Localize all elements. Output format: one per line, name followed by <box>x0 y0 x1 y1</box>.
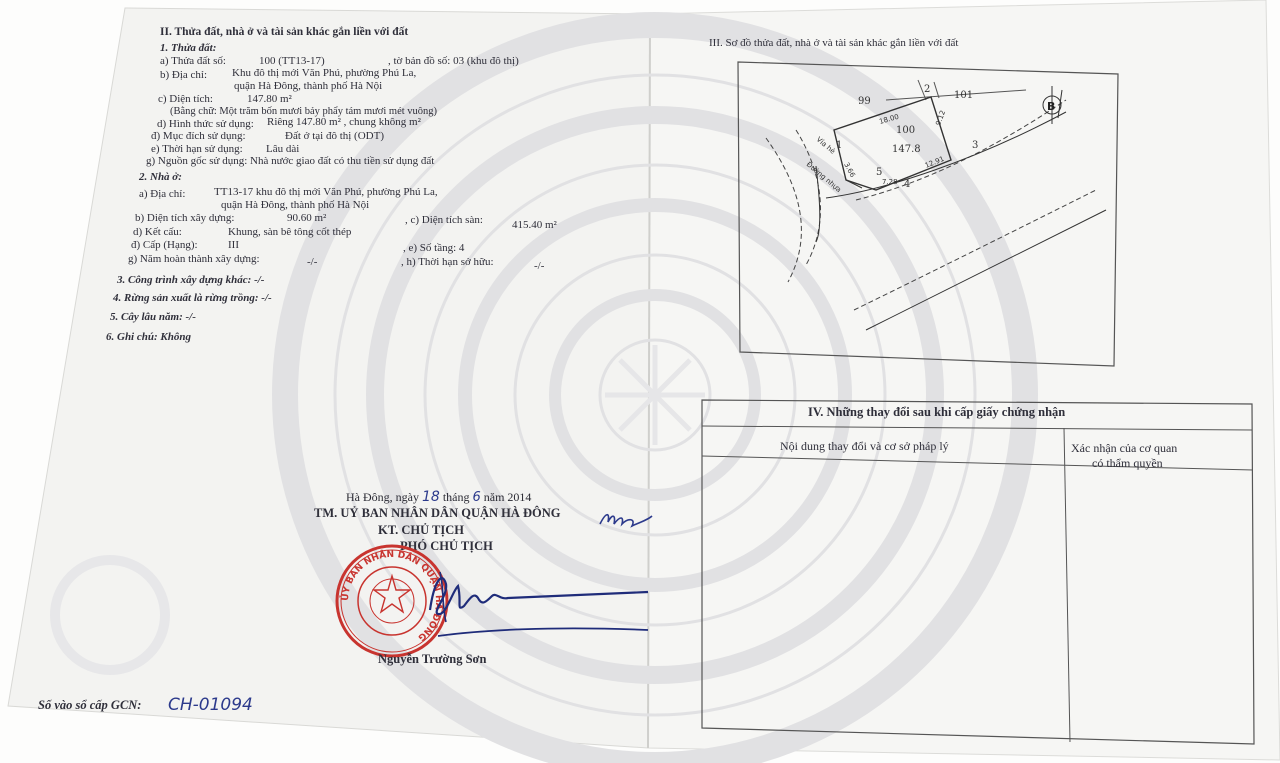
land-c-label: c) Diện tích: <box>158 93 213 105</box>
dim-bottom: 12.91 <box>923 154 946 170</box>
dim-right: 9.12 <box>934 109 948 127</box>
lot-101-label: 101 <box>954 90 974 101</box>
house-a-label: a) Địa chỉ: <box>139 188 186 200</box>
house-dd-label: đ) Cấp (Hạng): <box>131 239 198 251</box>
point-3-label: 3 <box>972 140 979 151</box>
vice-chairman-title: PHÓ CHỦ TỊCH <box>400 539 493 553</box>
gcn-register-label: Số vào sổ cấp GCN: <box>38 698 142 712</box>
column-confirmation-line1: Xác nhận của cơ quan <box>1071 441 1178 455</box>
road-label: Đường nhựa <box>804 160 843 195</box>
house-b-label: b) Diện tích xây dựng: <box>135 212 235 224</box>
dim-left: 3.66 <box>842 161 857 179</box>
land-dd-value: Đất ở tại đô thị (ODT) <box>285 130 384 142</box>
dim-front: 7.28 <box>882 178 898 186</box>
land-a-value: 100 (TT13-17) <box>259 55 325 67</box>
item-6-notes: 6. Ghi chú: Không <box>106 331 191 343</box>
signer-name: Nguyễn Trường Sơn <box>378 652 487 666</box>
house-c-value: 415.40 m² <box>512 219 557 231</box>
land-e-label: e) Thời hạn sử dụng: <box>151 143 243 155</box>
house-dd-value: III <box>228 239 239 251</box>
land-heading: 1. Thửa đất: <box>160 42 217 54</box>
date-prefix: Hà Đông, ngày <box>346 490 419 504</box>
sidewalk-label: Vỉa hè <box>814 135 837 156</box>
issue-date <box>346 489 531 505</box>
house-d-label: d) Kết cấu: <box>133 226 182 238</box>
point-5-label: 5 <box>876 167 883 178</box>
section-3-title: III. Sơ đồ thửa đất, nhà ở và tài sản khác gắn liền với đất <box>709 37 959 49</box>
house-a-line2: quận Hà Đông, thành phố Hà Nội <box>221 199 370 211</box>
house-a-line1: TT13-17 khu đô thị mới Văn Phú, phường Phú La, <box>214 186 438 198</box>
land-d-label: d) Hình thức sử dụng: <box>157 118 254 130</box>
plot-diagram <box>736 60 1120 370</box>
gcn-register-number: CH-01094 <box>168 695 253 715</box>
land-d-value: Riêng 147.80 m² , chung không m² <box>267 116 421 128</box>
house-h-value: -/- <box>534 260 545 272</box>
date-day: 18 <box>421 489 440 505</box>
house-h-label: , h) Thời hạn sở hữu: <box>401 256 494 268</box>
house-g-label: g) Năm hoàn thành xây dựng: <box>128 253 260 265</box>
house-c-label: , c) Diện tích sàn: <box>405 214 483 226</box>
area-label: 147.8 <box>892 144 921 155</box>
kt-chairman: KT. CHỦ TỊCH <box>378 523 465 537</box>
date-month-label: tháng <box>442 490 470 504</box>
house-e-label: , e) Số tầng: 4 <box>403 242 465 254</box>
column-change-content: Nội dung thay đổi và cơ sở pháp lý <box>780 439 949 453</box>
signature <box>412 562 652 644</box>
item-5-perennial-trees: 5. Cây lâu năm: -/- <box>110 311 196 323</box>
house-heading: 2. Nhà ở: <box>139 171 182 183</box>
land-c-words: (Bằng chữ: Một trăm bốn mươi bảy phẩy tám mươi mét vuông) <box>170 106 438 117</box>
north-label: B <box>1047 100 1056 113</box>
land-b-line2: quận Hà Đông, thành phố Hà Nội <box>234 80 383 92</box>
house-d-value: Khung, sàn bê tông cốt thép <box>228 226 352 238</box>
land-a-map: , tờ bản đồ số: 03 (khu đô thị) <box>388 55 519 67</box>
land-b-line1: Khu đô thị mới Văn Phú, phường Phú La, <box>232 67 417 79</box>
land-b-label: b) Địa chỉ: <box>160 69 208 81</box>
section-4-title: IV. Những thay đổi sau khi cấp giấy chứng nhận <box>808 405 1066 419</box>
item-3-other-construction: 3. Công trình xây dựng khác: -/- <box>117 274 265 286</box>
lot-100-label: 100 <box>896 125 916 136</box>
house-b-value: 90.60 m² <box>287 212 327 224</box>
initials-scribble <box>596 506 656 532</box>
land-a-label: a) Thửa đất số: <box>160 55 226 67</box>
issuing-authority: TM. UỶ BAN NHÂN DÂN QUẬN HÀ ĐÔNG <box>314 506 561 520</box>
land-e-value: Lâu dài <box>266 143 300 155</box>
land-c-value: 147.80 m² <box>247 93 292 105</box>
dim-top: 18.00 <box>878 112 900 126</box>
land-dd-label: đ) Mục đích sử dụng: <box>151 130 246 142</box>
land-g-line: g) Nguồn gốc sử dụng: Nhà nước giao đất có thu tiền sử dụng đất <box>146 155 435 167</box>
section-2-title: II. Thửa đất, nhà ở và tài sản khác gắn liền với đất <box>160 26 409 38</box>
seal-text: ỦY BAN NHÂN DÂN QUẬN HÀ ĐÔNG <box>340 549 444 643</box>
point-1-label: 1 <box>836 140 843 151</box>
point-2-label: 2 <box>924 84 931 95</box>
date-month: 6 <box>472 490 481 505</box>
lot-99-label: 99 <box>858 96 871 107</box>
date-year: năm 2014 <box>483 490 532 504</box>
column-confirmation-line2: có thẩm quyền <box>1092 456 1163 470</box>
house-g-value: -/- <box>307 256 318 268</box>
item-4-planted-forest: 4. Rừng sản xuất là rừng trồng: -/- <box>113 292 272 304</box>
point-4-label: 4 <box>904 179 911 190</box>
